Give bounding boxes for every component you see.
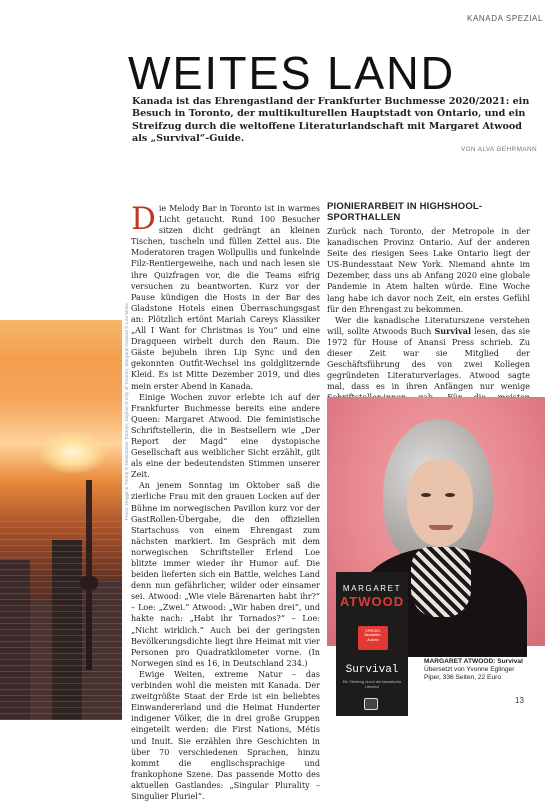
toronto-skyline-photo: [0, 320, 122, 720]
drop-cap: D: [131, 201, 156, 237]
book-author-last: ATWOOD: [339, 594, 405, 609]
section-label: KANADA SPEZIAL: [467, 14, 543, 23]
portrait-scarf: [411, 547, 471, 617]
caption-title: MARGARET ATWOOD: Survival: [424, 658, 523, 665]
cn-tower: [86, 480, 92, 670]
city-lights: [0, 520, 122, 720]
photo-credit: Fotos: Hogge & Treme © Destination Toronto, Skyline © City of Toronto, Margaret Atwood © Lou Moss: [125, 303, 130, 520]
book-title-inline: Survival: [434, 325, 472, 336]
paragraph: Ewige Weiten, extreme Natur – das verbinden wohl die meisten mit Kanada. Der zweitgrößte Staat der Erde ist ein beliebtes Einwandererland und die Heimat Hunderter indigener Völker, die in drei große Gruppen eingeteilt werden: die First Nations, Métis und Inuit. Sie erzählen ihre Geschichten in über 70 verschiedenen Sprachen, hinzu kommt die englischsprachige und frankophone Szene. Das passende Motto des aktuellen Gastlandes: „Singular Plurality – Singulier Pluriel“.: [131, 669, 320, 801]
paragraph: Zurück nach Toronto, der Metropole in der kanadischen Provinz Ontario. Auf der anderen Seite des riesigen Sees Lake Ontario liegt der US-Bundesstaat New York. Niemand ahnte im Dezember, dass uns ab Anfang 2020 eine globale Pandemie in Atem halten würde. Eine Woche lang habe ich davor noch Zeit, ein erstes Gefühl für den Ehrengast zu bekommen.: [327, 227, 530, 314]
book-author-first: MARGARET: [342, 584, 402, 593]
caption-publisher: Piper, 336 Seiten, 22 Euro: [424, 674, 501, 681]
paragraph-text: lesen, das sie 1972 für House of Anansi Press schrieb. Zu dieser Zeit war sie Mitglied der Geschäftsführung des von zwei Kollegen gegründeten Literaturverlages. Atwood sagte mal, dass es in ihren Anfängen nur wenige: [327, 326, 530, 392]
paragraph: An jenem Sonntag im Oktober saß die zierliche Frau mit den grauen Locken auf der Bühne im norwegischen Pavillon kurz vor der GastRollen-Übergabe, die den offiziellen Startschuss von einem Ehrengast zum nächsten markiert. Im Gespräch mit dem norwegischen Schriftsteller Erlend Loe blitzte immer wieder ihr Humor auf. Die beiden lieferten sich ein Battle, welches Land denn nun gefährlicher, wilder oder einsamer sei. Atwood: „Wie viele Bärenarten habt ihr?“ – Loe: „Zwei.“ Atwood: „Wir haben drei“, und hakte nach: „Habt ihr Tornados?“ – Loe: „Nicht wirklich.“ Auch bei der geringsten Bevölkerungsdichte liegt ihre Heimat mit vier Personen pro Quadratkilometer vorne. (In Norwegen sind es 16, in Deutschland 234.): [131, 481, 320, 668]
caption-translator: Übersetzt von Yvonne Eglinger: [424, 666, 515, 673]
portrait-face: [407, 459, 473, 547]
byline: VON ALVA GEHRMANN: [460, 146, 537, 153]
book-title: Survival: [345, 664, 399, 676]
portrait-mouth: [429, 525, 453, 530]
article-lead: Kanada ist das Ehrengastland der Frankfurter Buchmesse 2020/2021: ein Besuch in Toronto, der multikulturellen Hauptstadt von Ontario, und ein Streifzug durch die weltoffene Literaturlandschaft mit Margaret Atwood als „Survival“-Guide.: [132, 96, 530, 145]
book-cover: [336, 572, 408, 716]
book-caption: [424, 658, 544, 682]
sunset-glow: [38, 430, 108, 474]
paragraph: Einige Wochen zuvor erlebte ich auf der Frankfurter Buchmesse bereits eine andere Queen: Margaret Atwood. Die feministische Schriftstellerin, die in Bestsellern wie „Der Report der Magd“ eine dystopische Gesellschaft aus weiblicher Sicht erzählt, gilt als eine der bedeutendsten Stimmen unserer Zeit.: [131, 392, 320, 480]
paragraph-text: Wer die kanadische Literaturszene verstehen will, sollte Atwoods Buch: [327, 315, 530, 336]
subheading: PIONIERARBEIT IN HIGHSHOOL-SPORTHALLEN: [327, 201, 483, 223]
publisher-logo-icon: [364, 698, 378, 710]
bestseller-badge: SPIEGEL Bestseller-Autorin: [358, 626, 388, 650]
paragraph: [131, 203, 320, 392]
cn-tower-pod: [80, 576, 98, 590]
portrait-eye: [445, 493, 455, 497]
portrait-eye: [421, 493, 431, 497]
article-title: WEITES LAND: [128, 47, 456, 99]
book-subtitle: Ein Streifzug durch die kanadische Literatur: [342, 680, 402, 689]
article-column-2: [327, 226, 530, 416]
paragraph-text: ie Melody Bar in Toronto ist in warmes Licht getaucht. Rund 100 Besucher sitzen dicht gedrängt an kleinen Tischen, tuscheln und füllen Zettel aus. Die Moderatoren tragen Wollpullis und funkelnde Filz-Rentiergeweihe, nach und nach lesen sie ihre Quizfragen vor, die die Teams eifrig versuchen zu beantworten. Kurz vor der Pause kündigen die Hosts in der Bar des Gladstone Hotels einen Überraschungsgast an: Plötzlich ertönt Mariah Careys Klassiker „All I Want for Christmas is You“ und eine Dragqueen wirbelt durch den Raum. Die Gäste bejubeln ihren Lip Sync und den gekonnten Outfit-Wechsel ins goldglitzernde Kleid. Es ist Mitte Dezember 2019, und dies mein erster Abend in Kanada.: [131, 204, 320, 391]
article-column-1: [131, 203, 320, 802]
page-number: 13: [515, 696, 524, 705]
